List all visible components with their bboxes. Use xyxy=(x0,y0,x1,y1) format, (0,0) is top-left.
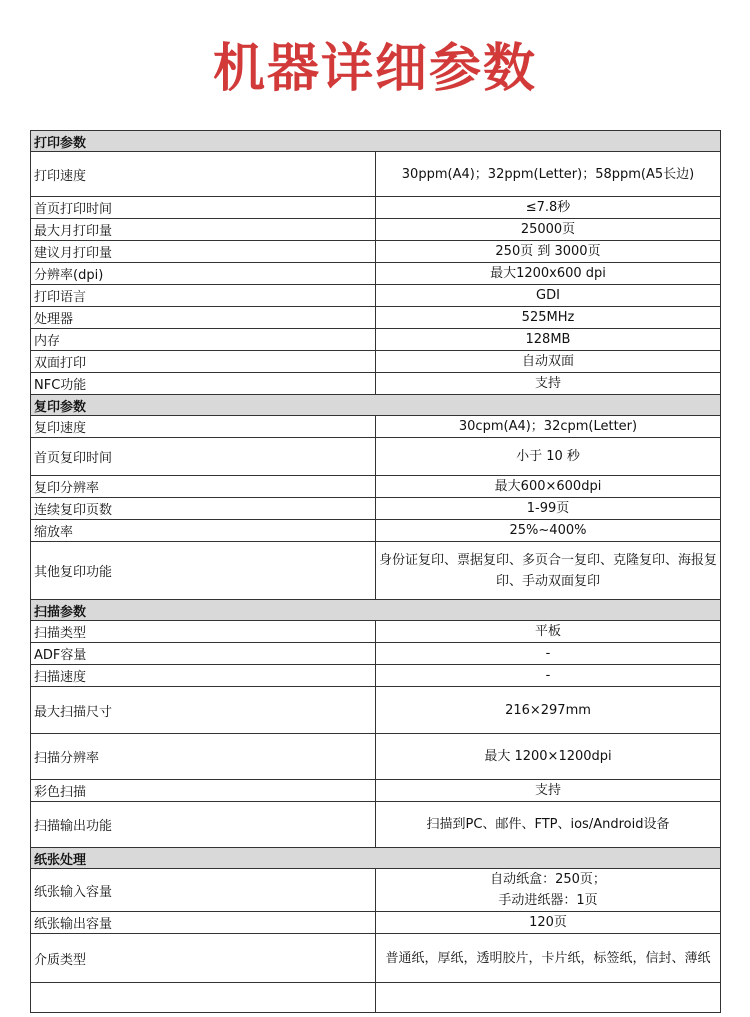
spec-label: 介质类型 xyxy=(31,934,376,983)
spec-row xyxy=(31,869,721,912)
spec-value: 最大600×600dpi xyxy=(376,476,721,498)
spec-label: 扫描分辨率 xyxy=(31,734,376,780)
spec-row xyxy=(31,643,721,665)
spec-row xyxy=(31,416,721,438)
spec-value: - xyxy=(376,665,721,687)
spec-row xyxy=(31,152,721,197)
spec-label: 扫描类型 xyxy=(31,621,376,643)
spec-value: 普通纸，厚纸，透明胶片，卡片纸，标签纸，信封、薄纸 xyxy=(376,934,721,983)
spec-label: 扫描输出功能 xyxy=(31,802,376,848)
spec-label: ADF容量 xyxy=(31,643,376,665)
section-header: 复印参数 xyxy=(31,395,721,416)
spec-row xyxy=(31,263,721,285)
spec-row xyxy=(31,802,721,848)
page-title: 机器详细参数 xyxy=(212,39,537,99)
spec-label: 连续复印页数 xyxy=(31,498,376,520)
spec-label xyxy=(31,983,376,1013)
spec-value: - xyxy=(376,643,721,665)
spec-label: NFC功能 xyxy=(31,373,376,395)
spec-value: 250页 到 3000页 xyxy=(376,241,721,263)
spec-row xyxy=(31,934,721,983)
spec-value: GDI xyxy=(376,285,721,307)
spec-value xyxy=(376,983,721,1013)
spec-row xyxy=(31,219,721,241)
spec-value: 支持 xyxy=(376,373,721,395)
spec-value: 30cpm(A4)；32cpm(Letter) xyxy=(376,416,721,438)
spec-label: 纸张输入容量 xyxy=(31,869,376,912)
spec-row xyxy=(31,307,721,329)
section-header-row xyxy=(31,131,721,152)
spec-value: 1-99页 xyxy=(376,498,721,520)
spec-value: 支持 xyxy=(376,780,721,802)
spec-value: 120页 xyxy=(376,912,721,934)
spec-row xyxy=(31,329,721,351)
spec-row xyxy=(31,438,721,476)
spec-label: 最大月打印量 xyxy=(31,219,376,241)
section-header-row xyxy=(31,600,721,621)
spec-table xyxy=(30,130,721,1013)
spec-value: 25%~400% xyxy=(376,520,721,542)
spec-row xyxy=(31,780,721,802)
spec-label: 缩放率 xyxy=(31,520,376,542)
spec-label: 其他复印功能 xyxy=(31,542,376,600)
spec-row xyxy=(31,734,721,780)
spec-label: 内存 xyxy=(31,329,376,351)
spec-value: ≤7.8秒 xyxy=(376,197,721,219)
spec-value: 小于 10 秒 xyxy=(376,438,721,476)
spec-row xyxy=(31,520,721,542)
spec-label: 复印分辨率 xyxy=(31,476,376,498)
spec-value: 身份证复印、票据复印、多页合一复印、克隆复印、海报复印、手动双面复印 xyxy=(376,542,721,600)
spec-row xyxy=(31,983,721,1013)
spec-row xyxy=(31,197,721,219)
section-header: 纸张处理 xyxy=(31,848,721,869)
spec-row xyxy=(31,241,721,263)
spec-row xyxy=(31,621,721,643)
spec-label: 纸张输出容量 xyxy=(31,912,376,934)
spec-row xyxy=(31,476,721,498)
spec-value: 525MHz xyxy=(376,307,721,329)
spec-label: 建议月打印量 xyxy=(31,241,376,263)
section-header: 扫描参数 xyxy=(31,600,721,621)
spec-value: 扫描到PC、邮件、FTP、ios/Android设备 xyxy=(376,802,721,848)
spec-label: 首页打印时间 xyxy=(31,197,376,219)
spec-value: 自动纸盒：250页； 手动进纸器：1页 xyxy=(376,869,721,912)
spec-value: 216×297mm xyxy=(376,687,721,734)
spec-label: 分辨率(dpi) xyxy=(31,263,376,285)
spec-label: 打印速度 xyxy=(31,152,376,197)
spec-row xyxy=(31,542,721,600)
section-header: 打印参数 xyxy=(31,131,721,152)
spec-value: 自动双面 xyxy=(376,351,721,373)
spec-row xyxy=(31,665,721,687)
spec-label: 首页复印时间 xyxy=(31,438,376,476)
spec-row xyxy=(31,351,721,373)
spec-row xyxy=(31,285,721,307)
spec-label: 处理器 xyxy=(31,307,376,329)
spec-value: 最大 1200×1200dpi xyxy=(376,734,721,780)
spec-label: 复印速度 xyxy=(31,416,376,438)
spec-table-body xyxy=(31,131,721,1013)
spec-label: 打印语言 xyxy=(31,285,376,307)
spec-label: 扫描速度 xyxy=(31,665,376,687)
section-header-row xyxy=(31,848,721,869)
section-header-row xyxy=(31,395,721,416)
spec-label: 彩色扫描 xyxy=(31,780,376,802)
spec-value: 30ppm(A4)；32ppm(Letter)；58ppm(A5长边) xyxy=(376,152,721,197)
spec-row xyxy=(31,373,721,395)
spec-row xyxy=(31,687,721,734)
spec-value: 平板 xyxy=(376,621,721,643)
spec-row xyxy=(31,498,721,520)
spec-row xyxy=(31,912,721,934)
spec-label: 最大扫描尺寸 xyxy=(31,687,376,734)
spec-value: 128MB xyxy=(376,329,721,351)
spec-label: 双面打印 xyxy=(31,351,376,373)
spec-value: 最大1200x600 dpi xyxy=(376,263,721,285)
spec-value: 25000页 xyxy=(376,219,721,241)
